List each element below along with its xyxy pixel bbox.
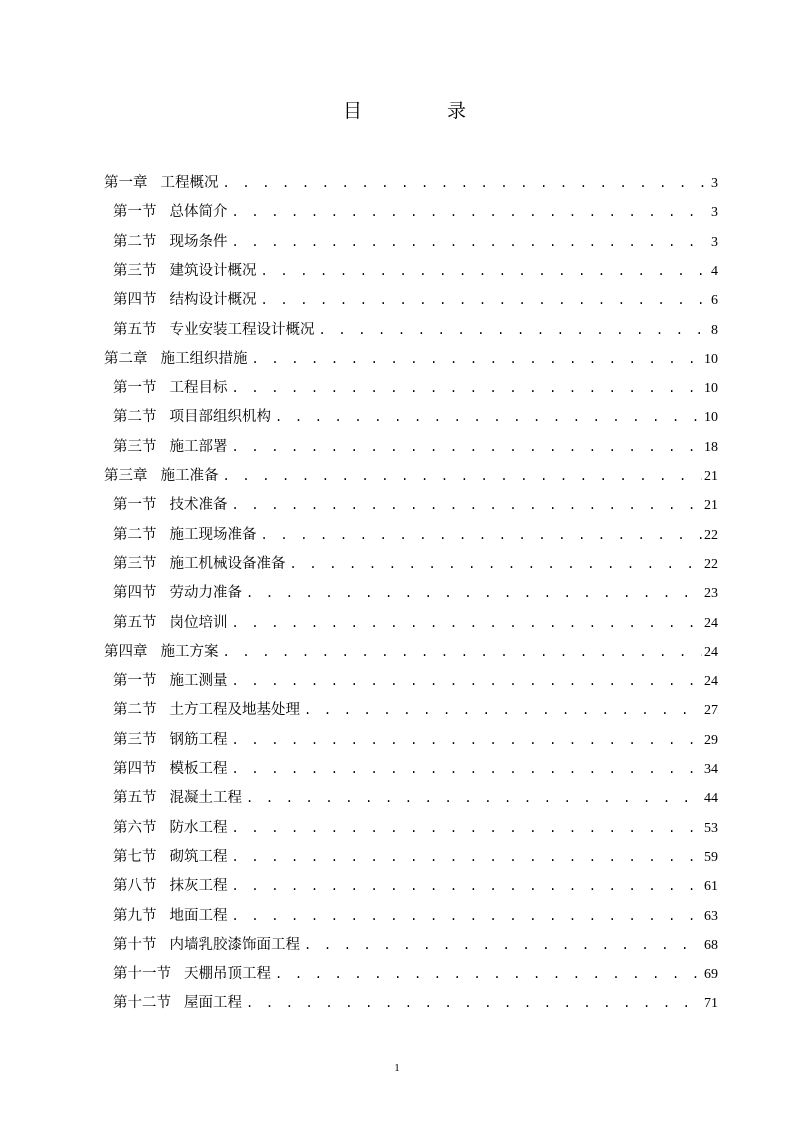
toc-section-entry[interactable] bbox=[113, 905, 718, 927]
toc-section-entry[interactable] bbox=[113, 377, 718, 399]
toc-entry-number: 第二节 bbox=[113, 233, 157, 250]
dot-leader bbox=[232, 817, 703, 839]
toc-section-entry[interactable] bbox=[113, 231, 718, 253]
toc-entry-title: 天棚吊顶工程 bbox=[184, 966, 271, 983]
toc-section-entry[interactable] bbox=[113, 670, 718, 692]
toc-entry-number: 第三章 bbox=[104, 468, 148, 484]
toc-entry-title: 现场条件 bbox=[169, 233, 228, 250]
toc-entry-number: 第二节 bbox=[113, 702, 157, 719]
toc-entry-page: 10 bbox=[704, 381, 718, 397]
toc-heading bbox=[0, 96, 794, 122]
toc-section-entry[interactable] bbox=[113, 875, 718, 897]
toc-entry-page: 4 bbox=[711, 263, 718, 279]
toc-entry-number: 第十一节 bbox=[113, 966, 171, 983]
toc-section-entry[interactable] bbox=[113, 260, 718, 282]
dot-leader bbox=[261, 524, 703, 546]
toc-entry-page: 53 bbox=[704, 820, 718, 836]
toc-entry-title: 地面工程 bbox=[169, 907, 228, 924]
dot-leader bbox=[246, 992, 702, 1014]
toc-entry-page: 3 bbox=[711, 205, 718, 221]
dot-leader bbox=[275, 963, 702, 985]
dot-leader bbox=[232, 905, 703, 927]
toc-section-entry[interactable] bbox=[113, 963, 718, 985]
toc-entry-number: 第五节 bbox=[113, 614, 157, 631]
page-number: 1 bbox=[394, 1062, 400, 1074]
toc-section-entry[interactable] bbox=[113, 553, 718, 575]
toc-section-entry[interactable] bbox=[113, 494, 718, 516]
toc-section-entry[interactable] bbox=[113, 699, 718, 721]
toc-entry-page: 71 bbox=[704, 996, 718, 1012]
dot-leader bbox=[232, 846, 703, 868]
toc-entry-title: 屋面工程 bbox=[184, 995, 242, 1012]
toc-entry-title: 抹灰工程 bbox=[169, 878, 228, 895]
toc-chapter-entry[interactable] bbox=[104, 641, 718, 663]
toc-entry-title: 钢筋工程 bbox=[169, 731, 228, 748]
dot-leader bbox=[232, 670, 703, 692]
toc-entry-page: 10 bbox=[704, 351, 718, 367]
dot-leader bbox=[232, 436, 703, 458]
toc-entry-page: 34 bbox=[704, 762, 718, 777]
toc-entry-number: 第三节 bbox=[113, 438, 157, 455]
toc-entry-title: 施工准备 bbox=[160, 468, 219, 484]
toc-entry-page: 10 bbox=[704, 410, 718, 426]
dot-leader bbox=[232, 729, 703, 751]
toc-entry-page: 24 bbox=[704, 674, 718, 690]
toc-entry-page: 6 bbox=[711, 293, 718, 309]
toc-entry-title: 施工测量 bbox=[169, 673, 228, 690]
toc-entry-number: 第二章 bbox=[104, 350, 148, 367]
toc-entry-title: 模板工程 bbox=[169, 761, 228, 777]
toc-entry-title: 项目部组织机构 bbox=[169, 409, 271, 426]
toc-section-entry[interactable] bbox=[113, 436, 718, 458]
toc-entry-number: 第七节 bbox=[113, 848, 157, 865]
toc-entry-title: 施工方案 bbox=[160, 643, 219, 660]
toc-entry-page: 24 bbox=[704, 615, 718, 631]
dot-leader bbox=[319, 319, 710, 341]
toc-section-entry[interactable] bbox=[113, 289, 718, 311]
toc-entry-number: 第五节 bbox=[113, 321, 157, 338]
toc-entry-number: 第二节 bbox=[113, 526, 157, 543]
dot-leader bbox=[223, 465, 703, 487]
toc-entry-page: 22 bbox=[704, 556, 718, 572]
toc-entry-page: 3 bbox=[711, 176, 718, 191]
toc-entry-title: 工程概况 bbox=[160, 175, 219, 191]
dot-leader bbox=[232, 875, 703, 897]
toc-entry-number: 第十二节 bbox=[113, 995, 171, 1012]
toc-entry-title: 混凝土工程 bbox=[169, 790, 242, 807]
dot-leader bbox=[252, 348, 703, 370]
toc-entry-page: 59 bbox=[704, 849, 718, 865]
toc-entry-title: 技术准备 bbox=[169, 497, 228, 514]
dot-leader bbox=[246, 787, 702, 809]
toc-entry-page: 69 bbox=[704, 967, 718, 983]
dot-leader bbox=[290, 553, 703, 575]
dot-leader bbox=[232, 201, 710, 223]
dot-leader bbox=[261, 260, 710, 282]
toc-entry-page: 21 bbox=[704, 498, 718, 514]
toc-entry-title: 建筑设计概况 bbox=[169, 262, 257, 279]
toc-entry-number: 第四节 bbox=[113, 761, 157, 777]
toc-entry-title: 专业安装工程设计概况 bbox=[169, 321, 315, 338]
toc-entry-page: 61 bbox=[704, 879, 718, 895]
toc-section-entry[interactable] bbox=[113, 729, 718, 751]
toc-heading-char-1: 目 bbox=[343, 100, 363, 122]
toc-chapter-entry[interactable] bbox=[104, 172, 718, 194]
toc-entry-page: 24 bbox=[704, 644, 718, 660]
toc-entry-number: 第二节 bbox=[113, 409, 157, 426]
toc-entry-page: 8 bbox=[711, 322, 718, 338]
toc-entry-page: 23 bbox=[704, 586, 718, 602]
toc-entry-number: 第五节 bbox=[113, 790, 157, 807]
dot-leader bbox=[232, 612, 703, 634]
toc-section-entry[interactable] bbox=[113, 201, 718, 223]
toc-entry-page: 3 bbox=[711, 234, 718, 250]
toc-entry-number: 第四节 bbox=[113, 292, 157, 309]
toc-section-entry[interactable] bbox=[113, 992, 718, 1014]
dot-leader bbox=[246, 582, 702, 604]
toc-entry-title: 内墙乳胶漆饰面工程 bbox=[169, 936, 300, 953]
dot-leader bbox=[232, 231, 710, 253]
toc-entry-number: 第一章 bbox=[104, 175, 148, 191]
toc-section-entry[interactable] bbox=[113, 612, 718, 634]
toc-entry-title: 施工部署 bbox=[169, 438, 228, 455]
toc-entry-title: 劳动力准备 bbox=[169, 585, 242, 602]
toc-entry-page: 27 bbox=[704, 703, 718, 719]
toc-chapter-entry[interactable] bbox=[104, 465, 718, 487]
toc-entry-page: 29 bbox=[704, 732, 718, 748]
dot-leader bbox=[304, 934, 702, 956]
toc-entry-number: 第四节 bbox=[113, 585, 157, 602]
dot-leader bbox=[232, 377, 703, 399]
toc-entry-page: 63 bbox=[704, 908, 718, 924]
toc-section-entry[interactable] bbox=[113, 758, 718, 780]
toc-entry-number: 第一节 bbox=[113, 380, 157, 397]
toc-entry-page: 21 bbox=[704, 469, 718, 484]
dot-leader bbox=[223, 172, 710, 194]
toc-entry-title: 施工组织措施 bbox=[160, 350, 248, 367]
toc-entry-page: 68 bbox=[704, 937, 718, 953]
toc-entry-title: 工程目标 bbox=[169, 380, 228, 397]
toc-entry-title: 总体简介 bbox=[169, 204, 228, 221]
toc-entry-number: 第八节 bbox=[113, 878, 157, 895]
toc-section-entry[interactable] bbox=[113, 934, 718, 956]
toc-entry-number: 第十节 bbox=[113, 936, 157, 953]
dot-leader bbox=[275, 406, 702, 428]
dot-leader bbox=[223, 641, 703, 663]
toc-section-entry[interactable] bbox=[113, 582, 718, 604]
toc-entry-title: 防水工程 bbox=[169, 819, 228, 836]
toc-section-entry[interactable] bbox=[113, 787, 718, 809]
toc-entry-number: 第三节 bbox=[113, 555, 157, 572]
toc-entry-title: 砌筑工程 bbox=[169, 848, 228, 865]
toc-entry-title: 施工现场准备 bbox=[169, 526, 257, 543]
toc-entry-title: 结构设计概况 bbox=[169, 292, 257, 309]
toc-entry-title: 土方工程及地基处理 bbox=[169, 702, 300, 719]
toc-entry-number: 第一节 bbox=[113, 673, 157, 690]
toc-entry-title: 岗位培训 bbox=[169, 614, 228, 631]
toc-entry-page: 44 bbox=[704, 791, 718, 807]
toc-entry-number: 第三节 bbox=[113, 731, 157, 748]
toc-entry-title: 施工机械设备准备 bbox=[169, 555, 286, 572]
toc-section-entry[interactable] bbox=[113, 817, 718, 839]
toc-entry-number: 第一节 bbox=[113, 204, 157, 221]
dot-leader bbox=[304, 699, 702, 721]
toc-entry-number: 第六节 bbox=[113, 819, 157, 836]
toc-section-entry[interactable] bbox=[113, 846, 718, 868]
toc-section-entry[interactable] bbox=[113, 319, 718, 341]
toc-section-entry[interactable] bbox=[113, 524, 718, 546]
toc-entry-number: 第三节 bbox=[113, 262, 157, 279]
toc-entry-number: 第一节 bbox=[113, 497, 157, 514]
toc-entry-number: 第九节 bbox=[113, 907, 157, 924]
toc-entry-page: 22 bbox=[704, 527, 718, 543]
toc-heading-char-2: 录 bbox=[447, 100, 467, 122]
dot-leader bbox=[232, 758, 703, 780]
toc-chapter-entry[interactable] bbox=[104, 348, 718, 370]
dot-leader bbox=[232, 494, 703, 516]
toc-entry-page: 18 bbox=[704, 439, 718, 455]
dot-leader bbox=[261, 289, 710, 311]
toc-section-entry[interactable] bbox=[113, 406, 718, 428]
toc-entry-number: 第四章 bbox=[104, 643, 148, 660]
